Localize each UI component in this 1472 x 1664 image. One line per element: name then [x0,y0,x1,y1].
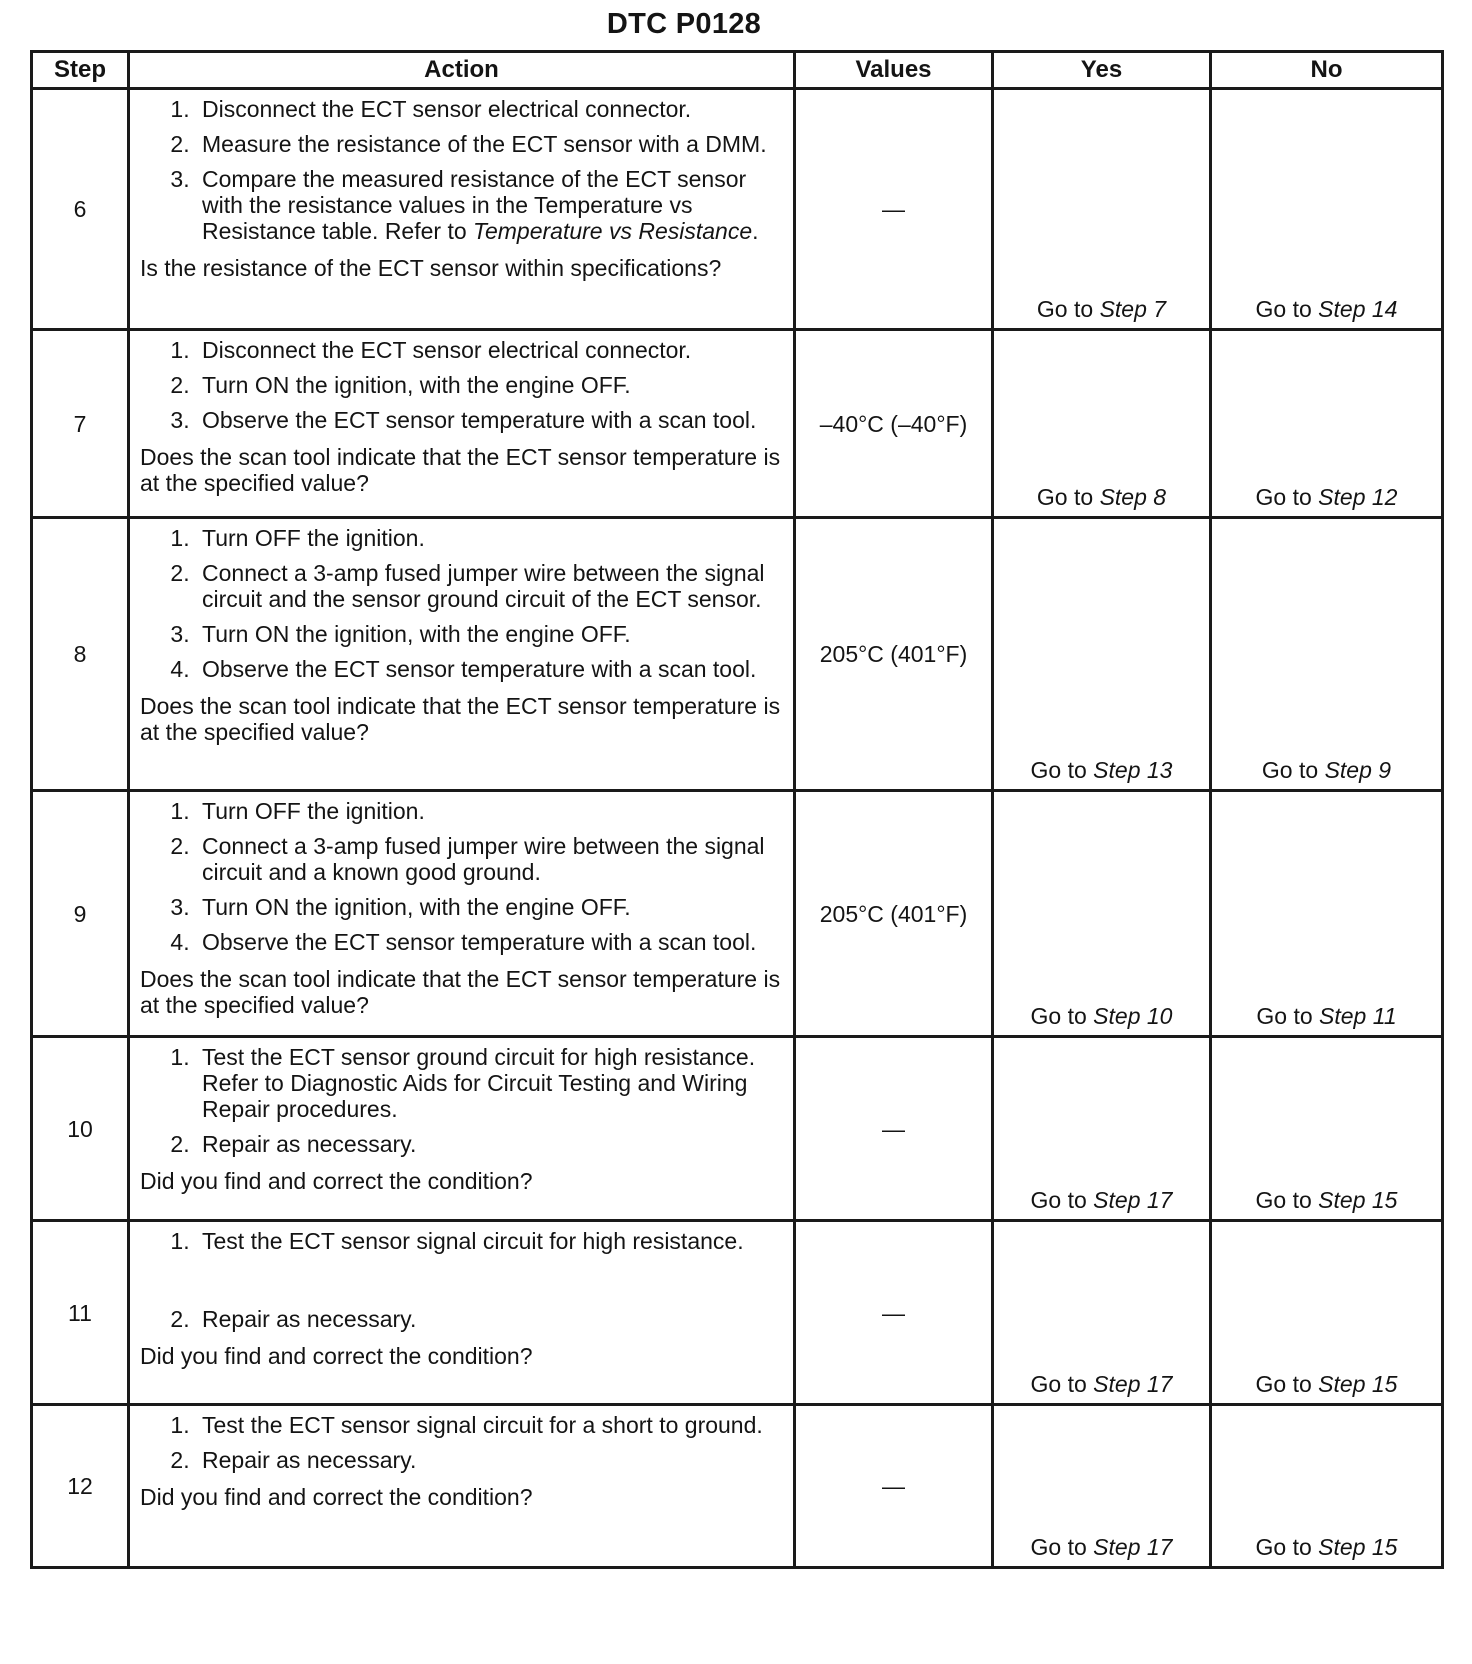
goto-step-no: Step 15 [1318,1534,1398,1560]
action-item: 3. Turn ON the ignition, with the engine OFF. [196,894,783,920]
step-number: 7 [32,330,129,518]
no-goto [1211,791,1443,1037]
no-goto [1211,1405,1443,1568]
table-body [32,89,1443,1568]
action-question: Does the scan tool indicate that the ECT sensor temperature is at the specified value? [140,966,781,1018]
goto-step-yes: Step 13 [1093,757,1173,783]
value-cell: –40°C (–40°F) [795,330,993,518]
action-item: 1. Turn OFF the ignition. [196,798,783,824]
step-number: 9 [32,791,129,1037]
action-list [140,798,783,964]
goto-step-yes: Step 17 [1093,1187,1173,1213]
goto-prefix: Go to [1255,1187,1312,1213]
yes-goto [993,89,1211,330]
action-item: 3. Observe the ECT sensor temperature with a scan tool. [196,407,783,433]
step-number: 12 [32,1405,129,1568]
action-cell [129,791,795,1037]
goto-step-yes: Step 17 [1093,1534,1173,1560]
step-number: 6 [32,89,129,330]
action-cell [129,89,795,330]
action-item: 2. Repair as necessary. [196,1131,783,1157]
goto-prefix: Go to [1036,296,1094,322]
action-item: 2. Repair as necessary. [196,1447,783,1473]
action-question: Did you find and correct the condition? [140,1484,533,1510]
goto-prefix: Go to [1030,1003,1087,1029]
header-yes: Yes [993,52,1211,89]
action-question: Did you find and correct the condition? [140,1343,533,1369]
table-row [32,1405,1443,1568]
goto-prefix: Go to [1255,1534,1312,1560]
goto-step-yes: Step 10 [1093,1003,1173,1029]
action-list [140,337,783,442]
yes-goto [993,1405,1211,1568]
goto-prefix: Go to [1030,1534,1087,1560]
action-item: 2. Turn ON the ignition, with the engine OFF. [196,372,783,398]
table-row [32,1221,1443,1405]
table-row [32,330,1443,518]
yes-goto [993,330,1211,518]
action-list [140,96,783,253]
table-row [32,791,1443,1037]
table-row [32,1037,1443,1221]
goto-step-yes: Step 7 [1099,296,1167,322]
action-item: 2. Repair as necessary. [196,1306,783,1332]
action-item: 3. Compare the measured resistance of the ECT sensor with the resistance values in the Temperature vs Resistance table. Refer to Temperature vs Resistance. [196,166,783,244]
goto-step-no: Step 15 [1318,1187,1398,1213]
action-list [140,1228,783,1341]
header-no: No [1211,52,1443,89]
step-number: 11 [32,1221,129,1405]
header-action: Action [129,52,795,89]
action-item: 1. Disconnect the ECT sensor electrical connector. [196,337,783,363]
action-item: 4. Observe the ECT sensor temperature with a scan tool. [196,656,783,682]
action-cell [129,1221,795,1405]
header-values: Values [795,52,993,89]
action-question: Is the resistance of the ECT sensor within specifications? [140,255,722,281]
no-goto [1211,330,1443,518]
diagnostic-table [30,50,1444,1569]
action-list [140,525,783,691]
action-cell [129,330,795,518]
action-item: 1. Test the ECT sensor signal circuit for high resistance. [196,1228,783,1254]
header-row [32,52,1443,89]
goto-step-yes: Step 8 [1099,484,1167,510]
action-question: Does the scan tool indicate that the ECT sensor temperature is at the specified value? [140,693,781,745]
table-header [32,52,1443,89]
goto-prefix: Go to [1256,1003,1313,1029]
no-goto [1211,1221,1443,1405]
action-list [140,1044,783,1166]
action-question: Does the scan tool indicate that the ECT sensor temperature is at the specified value? [140,444,781,496]
action-item: 2. Connect a 3-amp fused jumper wire between the signal circuit and the sensor ground circuit of the ECT sensor. [196,560,783,612]
value-cell: — [795,89,993,330]
goto-step-no: Step 9 [1324,757,1392,783]
yes-goto [993,1221,1211,1405]
action-item: 1. Test the ECT sensor signal circuit for a short to ground. [196,1412,783,1438]
value-cell: — [795,1405,993,1568]
goto-step-no: Step 15 [1318,1371,1398,1397]
action-item: 1. Test the ECT sensor ground circuit for high resistance. Refer to Diagnostic Aids for Circuit Testing and Wiring Repair procedures. [196,1044,783,1122]
action-item: 3. Turn ON the ignition, with the engine OFF. [196,621,783,647]
yes-goto [993,1037,1211,1221]
step-number: 10 [32,1037,129,1221]
goto-prefix: Go to [1261,757,1319,783]
goto-prefix: Go to [1255,296,1312,322]
goto-prefix: Go to [1255,484,1312,510]
no-goto [1211,518,1443,791]
action-item: 2. Measure the resistance of the ECT sensor with a DMM. [196,131,783,157]
goto-step-no: Step 14 [1318,296,1398,322]
goto-step-no: Step 12 [1318,484,1398,510]
action-cell [129,1405,795,1568]
cross-reference: Temperature vs Resistance [473,218,753,244]
value-cell: — [795,1037,993,1221]
action-question: Did you find and correct the condition? [140,1168,533,1194]
action-cell [129,518,795,791]
table-row [32,518,1443,791]
action-item: 1. Disconnect the ECT sensor electrical connector. [196,96,783,122]
value-cell: 205°C (401°F) [795,791,993,1037]
document-title: DTC P0128 [606,8,762,40]
header-step: Step [32,52,129,89]
goto-prefix: Go to [1030,757,1087,783]
action-list [140,1412,783,1482]
no-goto [1211,89,1443,330]
value-cell: 205°C (401°F) [795,518,993,791]
action-item: 2. Connect a 3-amp fused jumper wire between the signal circuit and a known good ground. [196,833,783,885]
action-item: 1. Turn OFF the ignition. [196,525,783,551]
goto-step-yes: Step 17 [1093,1371,1173,1397]
goto-prefix: Go to [1030,1371,1087,1397]
no-goto [1211,1037,1443,1221]
goto-step-no: Step 11 [1319,1003,1397,1029]
goto-prefix: Go to [1030,1187,1087,1213]
goto-prefix: Go to [1255,1371,1312,1397]
value-cell: — [795,1221,993,1405]
step-number: 8 [32,518,129,791]
action-item: 4. Observe the ECT sensor temperature with a scan tool. [196,929,783,955]
table-row [32,89,1443,330]
goto-prefix: Go to [1036,484,1094,510]
yes-goto [993,518,1211,791]
action-cell [129,1037,795,1221]
yes-goto [993,791,1211,1037]
